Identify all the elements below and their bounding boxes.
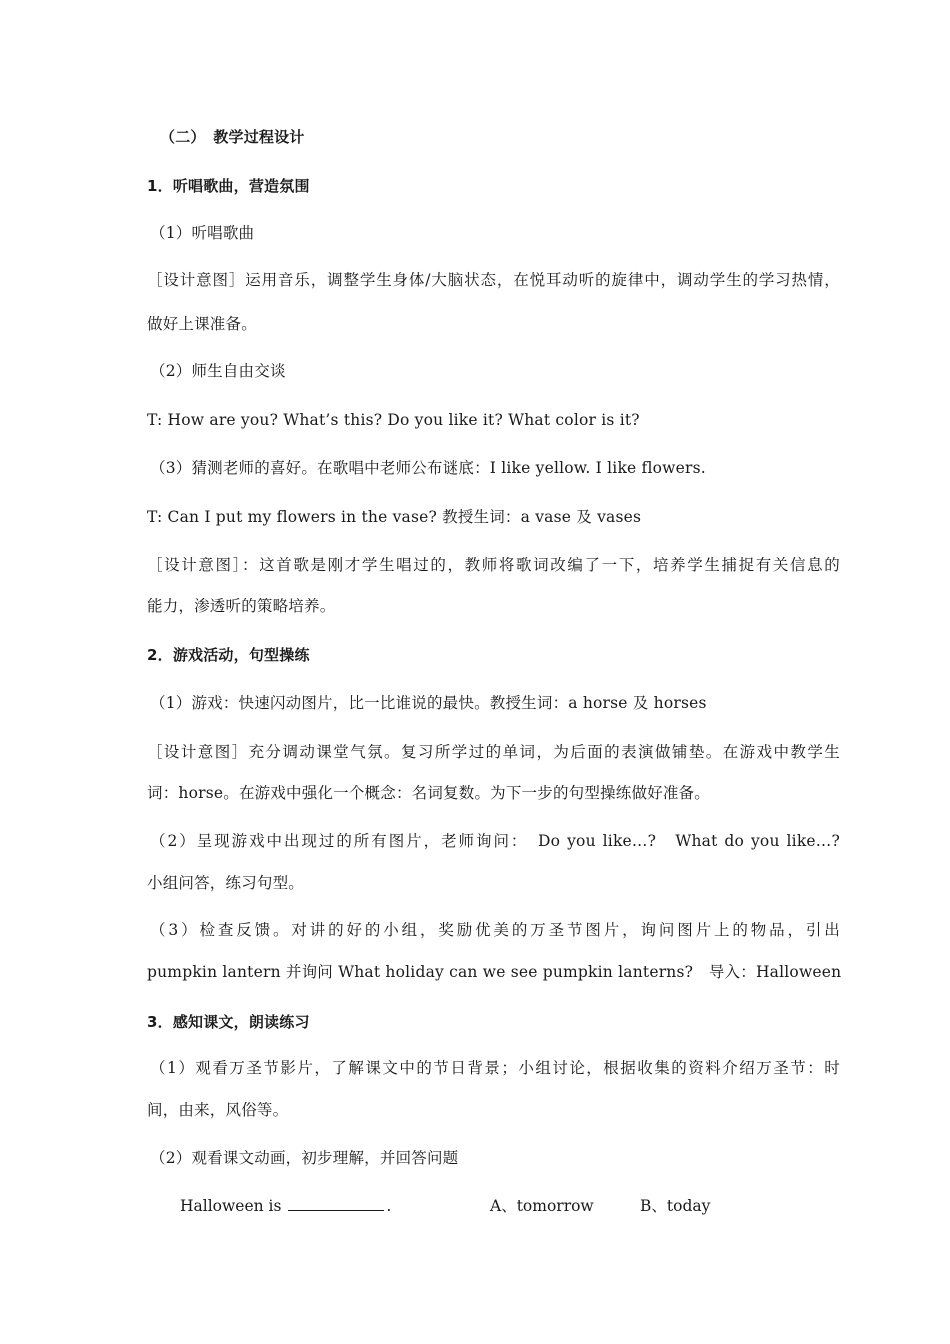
- item-2-2-line-a: （2）呈现游戏中出现过的所有图片，老师询问： Do you like…? What do you like…?: [150, 832, 840, 850]
- heading-2: 2．游戏活动，句型操练: [147, 646, 310, 664]
- question-1-stem: Halloween is: [180, 1197, 282, 1215]
- item-2-1: （1）游戏：快速闪动图片，比一比谁说的最快。教授生词：a horse 及 horses: [150, 694, 707, 712]
- section-heading: （二） 教学过程设计: [160, 128, 305, 146]
- intent-3-line-b: 词：horse。在游戏中强化一个概念：名词复数。为下一步的句型操练做好准备。: [147, 784, 710, 802]
- item-3-1-line-a: （1）观看万圣节影片，了解课文中的节日背景；小组讨论，根据收集的资料介绍万圣节：时: [150, 1059, 840, 1077]
- intent-1-line-b: 做好上课准备。: [147, 315, 257, 333]
- dialog-1-3: T: Can I put my flowers in the vase? 教授生词：a vase 及 vases: [147, 508, 642, 526]
- dialog-1-2: T: How are you? What’s this? Do you like it? What color is it?: [147, 411, 640, 429]
- intent-1-line-a: ［设计意图］运用音乐，调整学生身体/大脑状态，在悦耳动听的旋律中，调动学生的学习热情，: [147, 271, 840, 289]
- option-a: A、tomorrow: [490, 1197, 594, 1215]
- item-1-3: （3）猜测老师的喜好。在歌唱中老师公布谜底：I like yellow. I like flowers.: [150, 459, 706, 477]
- item-2-2-line-b: 小组问答，练习句型。: [147, 874, 305, 892]
- question-1: [180, 1196, 391, 1216]
- item-2-3-line-b: pumpkin lantern 并询问 What holiday can we see pumpkin lanterns? 导入：Halloween: [147, 963, 842, 981]
- intent-3-line-a: ［设计意图］充分调动课堂气氛。复习所学过的单词，为后面的表演做铺垫。在游戏中教学生: [147, 743, 840, 761]
- question-1-end: .: [386, 1197, 392, 1215]
- heading-1: 1．听唱歌曲，营造氛围: [147, 177, 310, 195]
- item-1-1: （1）听唱歌曲: [150, 224, 255, 242]
- item-2-3-line-a: （3）检查反馈。对讲的好的小组，奖励优美的万圣节图片，询问图片上的物品，引出: [150, 921, 840, 939]
- item-3-1-line-b: 间，由来，风俗等。: [147, 1101, 289, 1119]
- answer-blank[interactable]: [288, 1196, 384, 1211]
- item-1-2: （2）师生自由交谈: [150, 362, 286, 380]
- item-3-2: （2）观看课文动画，初步理解，并回答问题: [150, 1149, 459, 1167]
- intent-2-line-b: 能力，渗透听的策略培养。: [147, 597, 336, 615]
- heading-3: 3．感知课文，朗读练习: [147, 1013, 310, 1031]
- intent-2-line-a: ［设计意图］：这首歌是刚才学生唱过的，教师将歌词改编了一下，培养学生捕捉有关信息的: [147, 556, 840, 574]
- option-b: B、today: [640, 1197, 711, 1215]
